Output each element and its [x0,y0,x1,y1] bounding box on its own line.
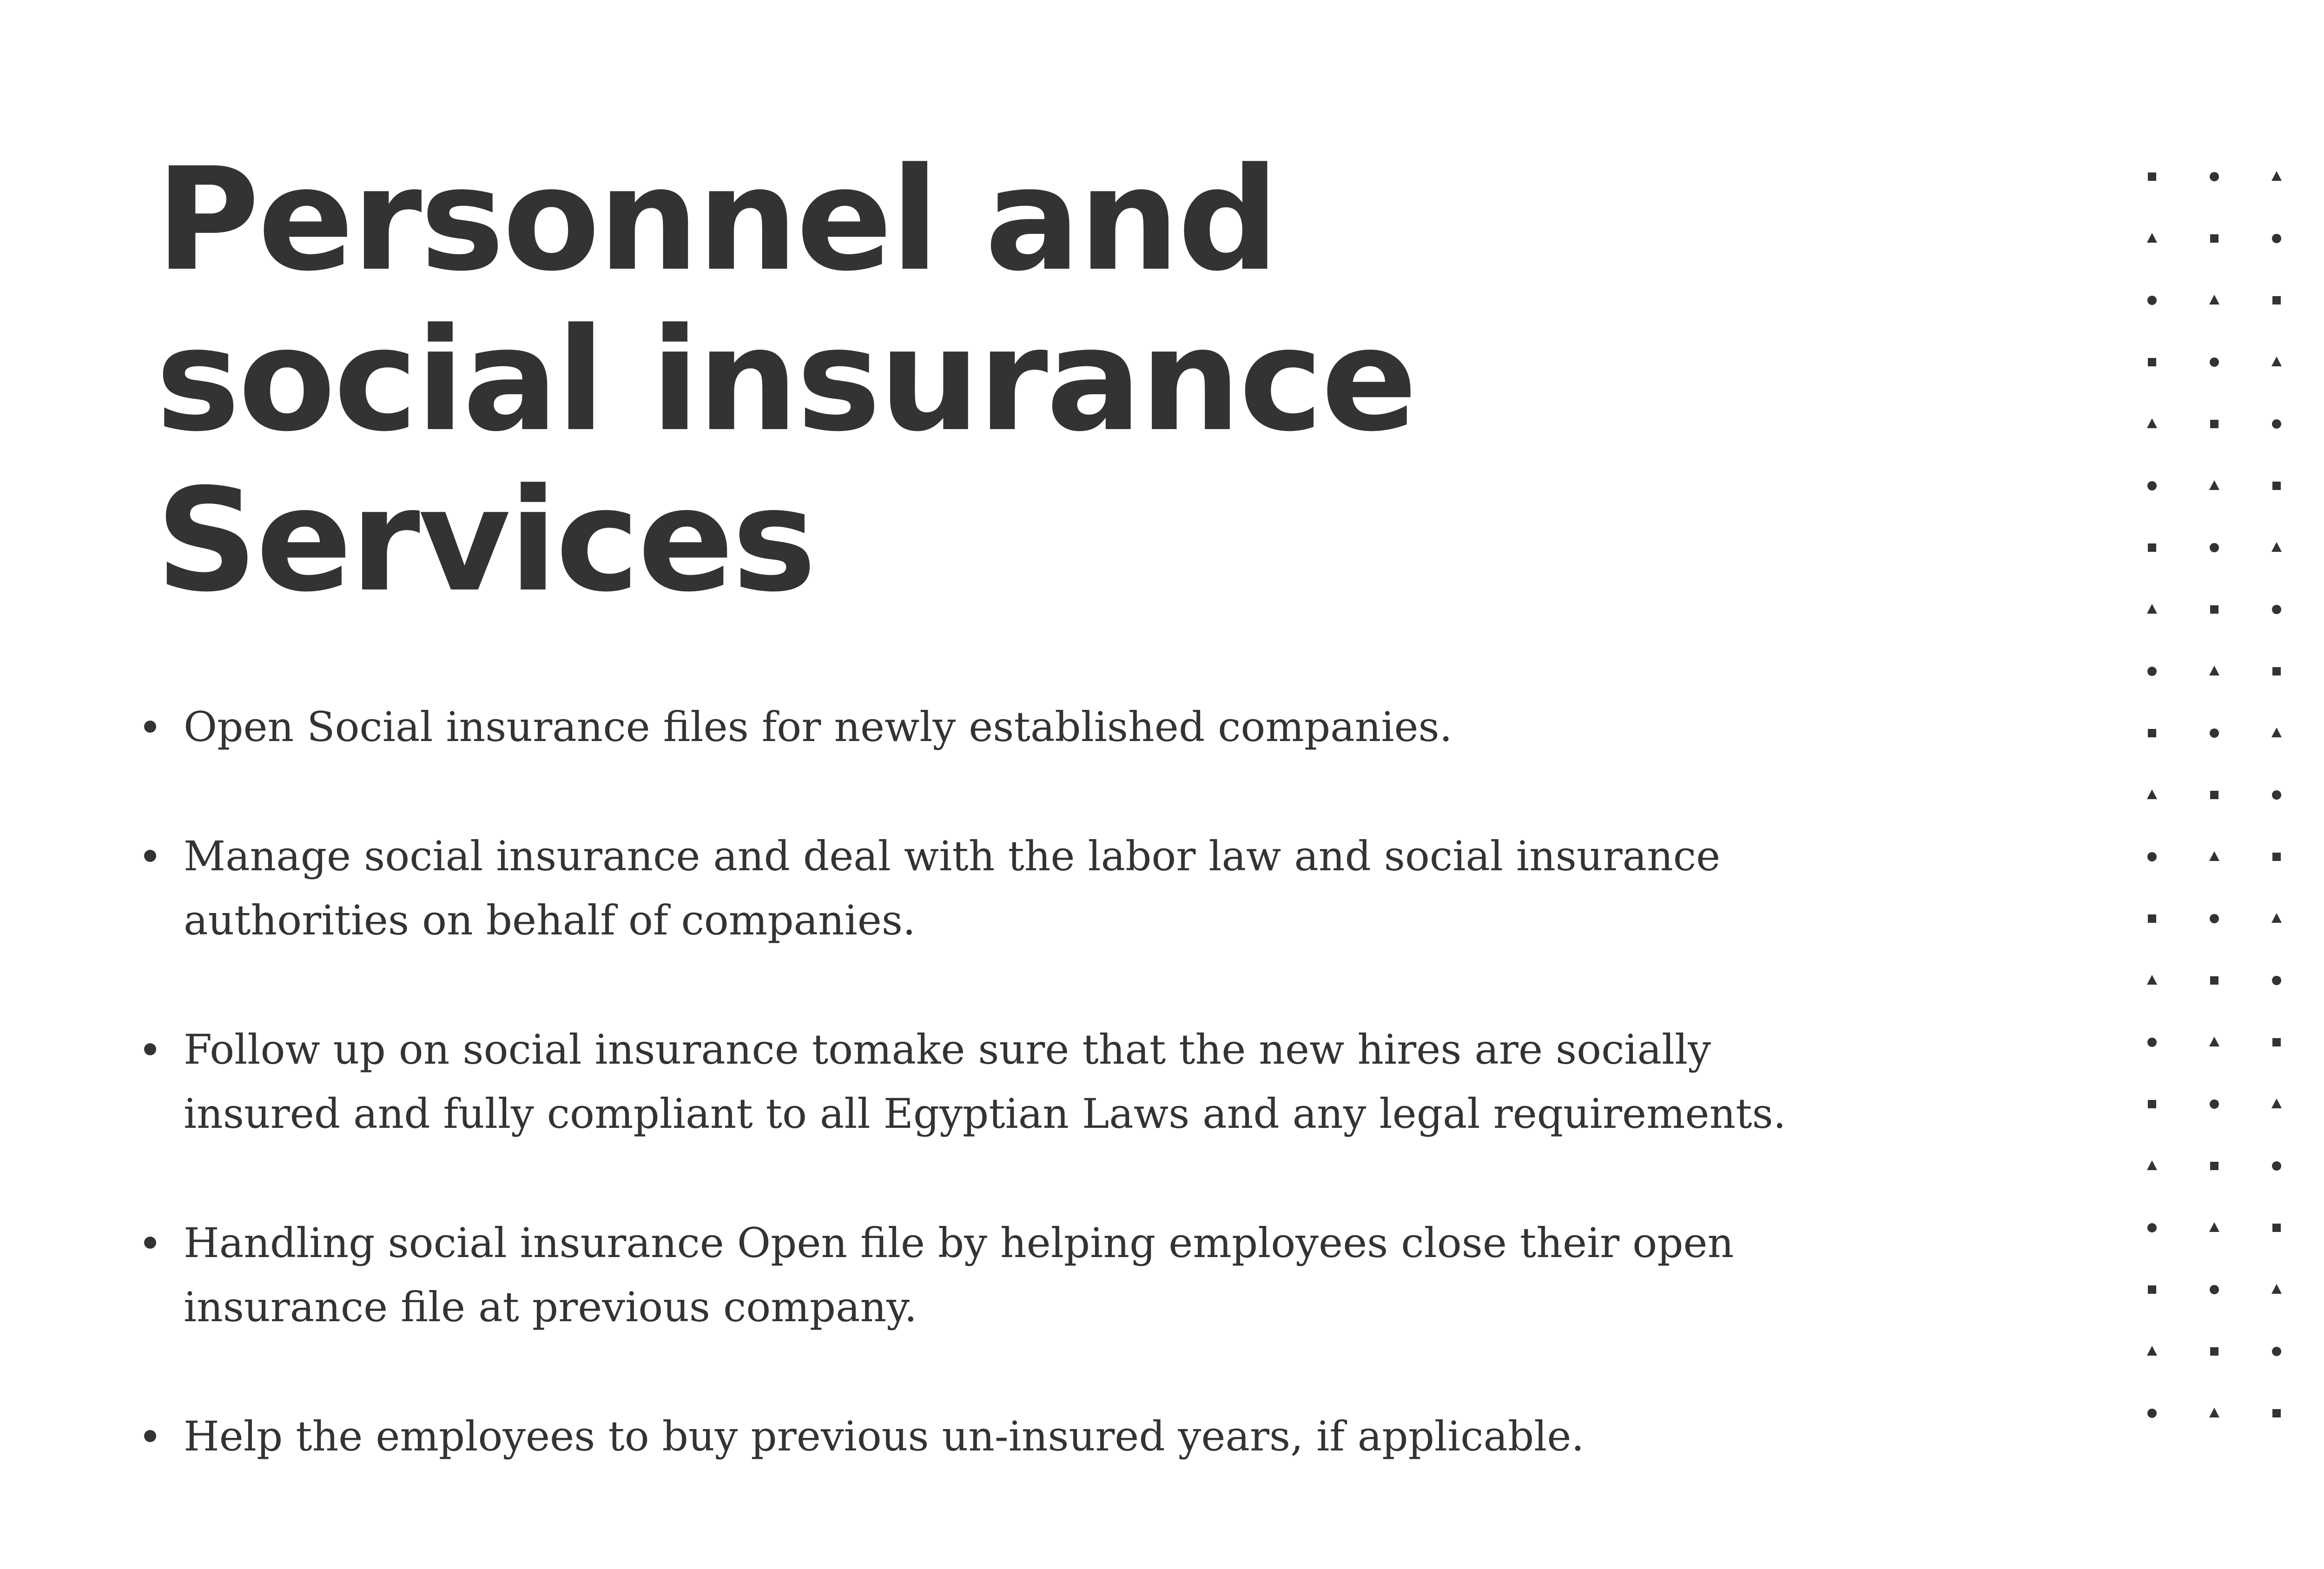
circle-icon [2147,1038,2157,1047]
circle-icon [2210,914,2219,923]
square-icon [2148,358,2156,366]
triangle-icon [2271,542,2282,552]
square-icon [2272,853,2281,861]
circle-icon [2210,1285,2219,1294]
triangle-icon [2271,728,2282,737]
square-icon [2148,914,2156,923]
circle-icon [2272,1347,2281,1356]
square-icon [2148,1100,2156,1108]
triangle-icon [2271,1284,2282,1294]
circle-icon [2147,1223,2157,1232]
square-icon [2148,172,2156,181]
list-item [139,695,1859,759]
triangle-icon [2147,975,2157,985]
list-item-text: Follow up on social insurance tomake sure that the new hires are socially insured and fully compliant to all Egyptian Laws and any legal requirements. [184,1026,1786,1138]
triangle-icon [2209,851,2219,861]
list-item [139,1211,1859,1339]
title-line-1: Personnel and [156,137,1278,302]
triangle-icon [2147,1160,2157,1170]
list-item [139,1404,1859,1469]
square-icon [2210,1347,2218,1356]
square-icon [2210,605,2218,614]
triangle-icon [2209,1408,2219,1417]
triangle-icon [2147,789,2157,799]
title-line-3: Services [156,458,815,623]
list-item-text: Handling social insurance Open file by helping employees close their open insurance file at previous company. [184,1219,1734,1331]
triangle-icon [2271,913,2282,923]
circle-icon [2147,481,2157,490]
circle-icon [2272,790,2281,800]
circle-icon [2210,543,2219,552]
circle-icon [2147,1409,2157,1418]
triangle-icon [2209,295,2219,305]
triangle-icon [2271,357,2282,366]
page-title [156,139,1457,621]
square-icon [2272,1224,2281,1232]
triangle-icon [2147,604,2157,614]
square-icon [2272,667,2281,675]
square-icon [2210,1162,2218,1170]
list-item-text: Help the employees to buy previous un-insured years, if applicable. [184,1412,1585,1460]
circle-icon [2272,419,2281,429]
circle-icon [2147,852,2157,861]
circle-icon [2210,728,2219,738]
services-list [139,695,1859,1534]
square-icon [2210,791,2218,799]
circle-icon [2210,357,2219,367]
triangle-icon [2271,1099,2282,1108]
square-icon [2210,976,2218,985]
circle-icon [2147,296,2157,305]
square-icon [2210,234,2218,243]
dot-pattern [2138,163,2324,1437]
square-icon [2148,729,2156,737]
circle-icon [2210,1099,2219,1109]
triangle-icon [2147,233,2157,243]
circle-icon [2147,667,2157,676]
circle-icon [2272,976,2281,985]
circle-icon [2272,234,2281,243]
list-item-text: Open Social insurance files for newly established companies. [184,703,1452,751]
square-icon [2210,420,2218,428]
triangle-icon [2209,666,2219,675]
list-item [139,824,1859,953]
list-item [139,1018,1859,1146]
square-icon [2272,1409,2281,1417]
circle-icon [2272,605,2281,614]
triangle-icon [2209,1222,2219,1232]
square-icon [2148,1285,2156,1294]
triangle-icon [2147,418,2157,428]
triangle-icon [2147,1346,2157,1356]
square-icon [2148,543,2156,552]
square-icon [2272,296,2281,305]
list-item-text: Manage social insurance and deal with the labor law and social insurance authorities on behalf of companies. [184,832,1721,944]
circle-icon [2210,172,2219,181]
circle-icon [2272,1161,2281,1171]
triangle-icon [2209,480,2219,490]
square-icon [2272,482,2281,490]
square-icon [2272,1038,2281,1046]
triangle-icon [2209,1037,2219,1046]
triangle-icon [2271,171,2282,181]
title-line-2: social insurance [156,298,1416,463]
